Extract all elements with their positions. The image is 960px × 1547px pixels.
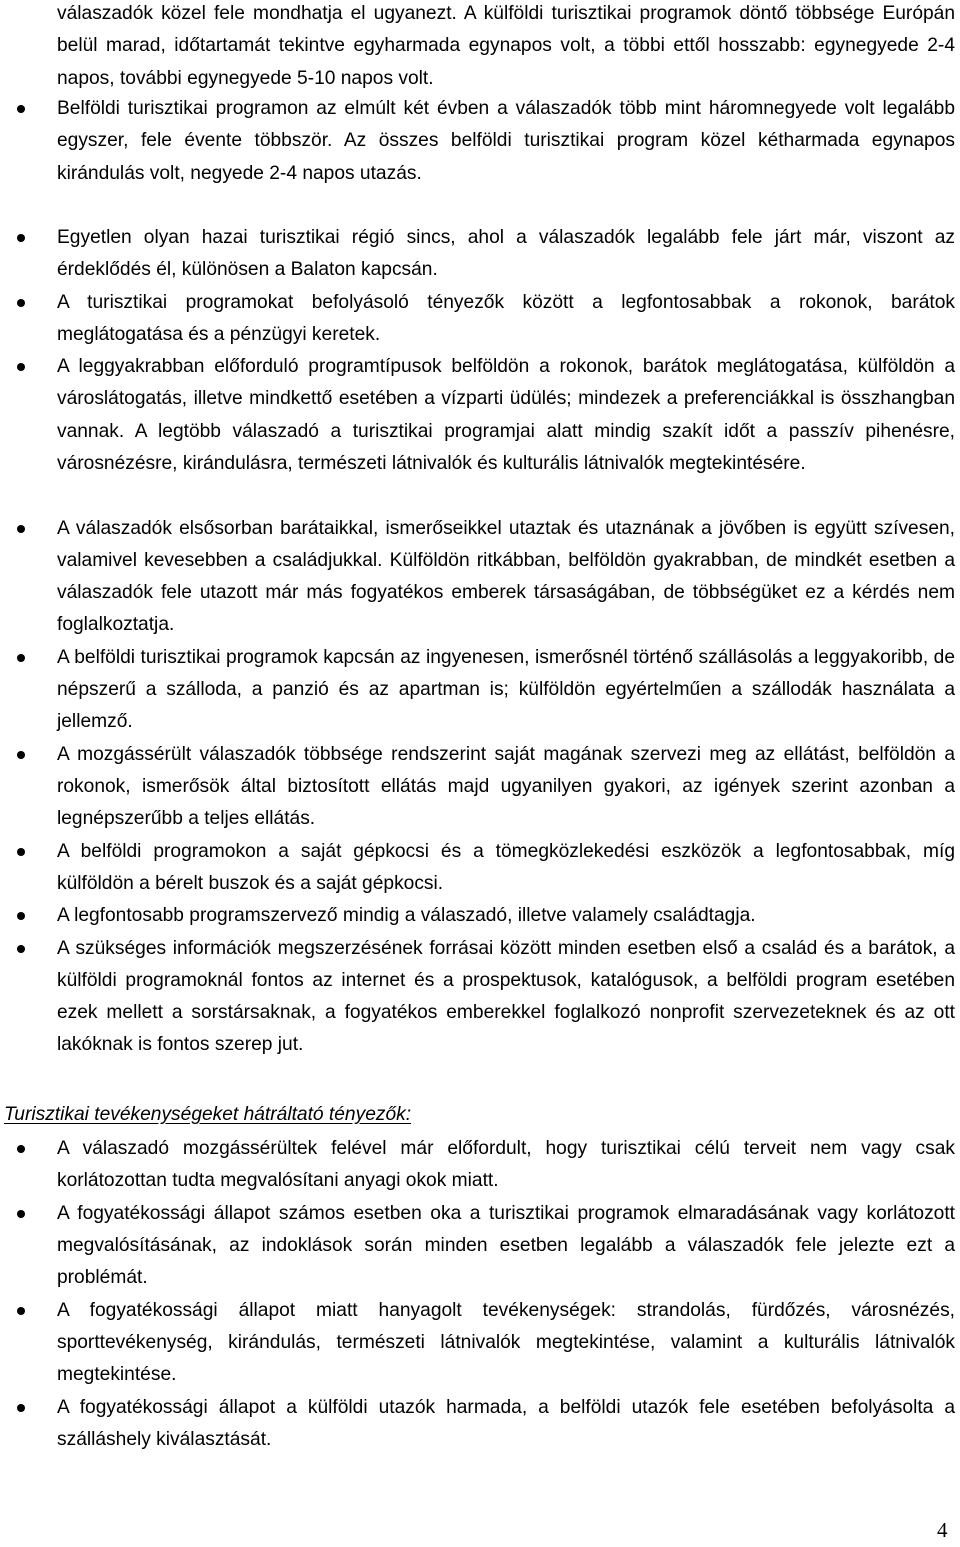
findings-list-item bbox=[57, 642, 955, 739]
bullet-icon bbox=[17, 945, 25, 953]
bullet-icon bbox=[17, 525, 25, 533]
findings-item-text: A turisztikai programokat befolyásoló tényezők között a legfontosabbak a rokonok, barátok meglátogatása és a pénzügyi keretek. bbox=[57, 291, 955, 345]
findings-item-text: A válaszadók elsősorban barátaikkal, ismerőseikkel utaztak és utaznának a jövőben is együtt szívesen, valamivel kevesebben a családjukkal. Külföldön ritkábban, belföldön gyakrabban, de mindkét esetben a válaszadók fele utazott már más fogyatékos emberek társaságában, de többségüket ez a kérdés nem foglalkoztatja. bbox=[57, 517, 955, 636]
findings-item-text: A legfontosabb programszervező mindig a válaszadó, illetve valamely családtagja. bbox=[57, 905, 756, 926]
findings-item-text: A leggyakrabban előforduló programtípusok belföldön a rokonok, barátok meglátogatása, külföldön a városlátogatás, illetve mindkettő esetében a vízparti üdülés; mindezek a preferenciákkal is összhangban vannak. A legtöbb válaszadó a turisztikai programjai alatt mindig szakít időt a passzív pihenésre, városnézésre, kirándulásra, természeti látnivalók és kulturális látnivalók megtekintésére. bbox=[57, 356, 955, 474]
findings-list-item bbox=[57, 222, 955, 287]
findings-list-item bbox=[57, 933, 955, 1062]
findings-list-item bbox=[57, 93, 955, 222]
findings-item-text: Egyetlen olyan hazai turisztikai régió sincs, ahol a válaszadók legalább fele járt már, viszont az érdeklődés él, különösen a Balaton kapcsán. bbox=[57, 227, 955, 281]
findings-list-item bbox=[57, 900, 955, 933]
findings-bullet-list bbox=[57, 93, 955, 1062]
findings-item-text: A szükséges információk megszerzésének forrásai között minden esetben első a család és a barátok, a külföldi programoknál fontos az internet és a prospektusok, katalógusok, a belföldi program esetében ezek mellett a sorstársaknak, a fogyatékos emberekkel foglalkozó nonprofit szervezeteknek és az ott lakóknak is fontos szerep jut. bbox=[57, 937, 955, 1056]
bullet-icon bbox=[17, 105, 25, 113]
findings-list-item bbox=[57, 836, 955, 901]
bullet-icon bbox=[17, 1307, 25, 1315]
obstacles-list-item bbox=[57, 1133, 955, 1198]
findings-item-text: Belföldi turisztikai programon az elmúlt két évben a válaszadók több mint háromnegyede volt legalább egyszer, fele évente többször. Az összes belföldi turisztikai program közel kétharmada egynapos kirándulás volt, negyede 2-4 napos utazás. bbox=[57, 98, 955, 184]
bullet-icon bbox=[17, 363, 25, 371]
obstacles-list-item bbox=[57, 1295, 955, 1392]
obstacles-item-text: A válaszadó mozgássérültek felével már előfordult, hogy turisztikai célú terveit nem vagy csak korlátozottan tudta megvalósítani anyagi okok miatt. bbox=[57, 1138, 955, 1192]
findings-list-item bbox=[57, 287, 955, 352]
obstacles-list-item bbox=[57, 1392, 955, 1457]
obstacles-item-text: A fogyatékossági állapot miatt hanyagolt tevékenységek: strandolás, fürdőzés, városnézés, sporttevékenység, kirándulás, természeti látnivalók megtekintése, valamint a kulturális látnivalók megtekintése. bbox=[57, 1299, 955, 1386]
obstacles-bullet-list bbox=[57, 1133, 955, 1456]
bullet-icon bbox=[17, 1404, 25, 1412]
intro-continuation-paragraph: válaszadók közel fele mondhatja el ugyanezt. A külföldi turisztikai programok döntő többsége Európán belül marad, időtartamát tekintve egyharmada egynapos volt, a többi ettől hosszabb: egynegyede 2-4 napos, további egynegyede 5-10 napos volt. bbox=[57, 3, 955, 89]
findings-item-text: A belföldi programokon a saját gépkocsi és a tömegközlekedési eszközök a legfontosabbak, míg külföldön a bérelt buszok és a saját gépkocsi. bbox=[57, 840, 955, 894]
page-number: 4 bbox=[937, 1518, 948, 1542]
bullet-icon bbox=[17, 299, 25, 307]
bullet-icon bbox=[17, 654, 25, 662]
findings-list-item bbox=[57, 513, 955, 642]
obstacles-list-item bbox=[57, 1198, 955, 1295]
bullet-icon bbox=[17, 848, 25, 856]
findings-list-item bbox=[57, 351, 955, 513]
obstacles-item-text: A fogyatékossági állapot a külföldi utazók harmada, a belföldi utazók fele esetében befolyásolta a szálláshely kiválasztását. bbox=[57, 1396, 955, 1450]
obstacles-item-text: A fogyatékossági állapot számos esetben oka a turisztikai programok elmaradásának vagy korlátozott megvalósításának, az indoklások során minden esetben legalább a válaszadók fele jelezte ezt a problémát. bbox=[57, 1202, 955, 1289]
bullet-icon bbox=[17, 1145, 25, 1153]
findings-item-text: A belföldi turisztikai programok kapcsán az ingyenesen, ismerősnél történő szállásolás a leggyakoribb, de népszerű a szálloda, a panzió és az apartman is; külföldön egyértelműen a szállodák használata a jellemző. bbox=[57, 646, 955, 733]
bullet-icon bbox=[17, 751, 25, 759]
findings-item-text: A mozgássérült válaszadók többsége rendszerint saját magának szervezi meg az ellátást, belföldön a rokonok, ismerősök által biztosított ellátás majd ugyanilyen gyakori, az igények szerint azonban a legnépszerűbb a teljes ellátás. bbox=[57, 743, 955, 830]
obstacles-list-container bbox=[57, 1133, 955, 1456]
bullet-icon bbox=[17, 912, 25, 920]
bullet-icon bbox=[17, 234, 25, 242]
findings-list-container bbox=[57, 93, 955, 1062]
findings-list-item bbox=[57, 739, 955, 836]
obstacles-section-heading: Turisztikai tevékenységeket hátráltató tényezők: bbox=[4, 1104, 412, 1125]
bullet-icon bbox=[17, 1210, 25, 1218]
